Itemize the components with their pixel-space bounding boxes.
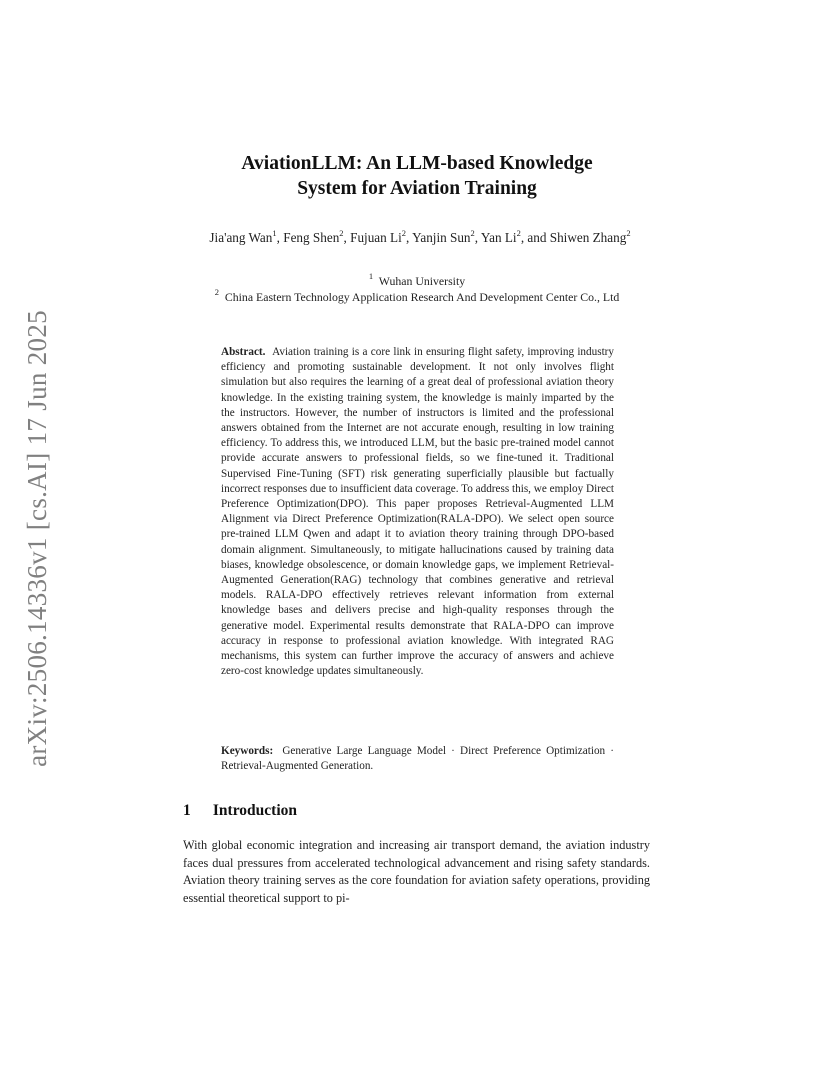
affiliation-name: Wuhan University [378,274,466,288]
author-name: Shiwen Zhang [549,230,627,245]
affiliation [150,287,684,305]
author-affiliation-mark: 2 [470,227,475,238]
author-affiliation-mark: 2 [626,227,631,238]
arxiv-identifier-stamp [22,308,52,768]
abstract-text: Aviation training is a core link in ensuring flight safety, improving industry efficiency and promoting sustainable development. It not only involves flight simulation but also requires the learning of a great deal of professional aviation theory knowledge. In the existing training system, the knowledge is mainly imparted by the the instructors. However, the number of instructors is limited and the professional answers obtained from the Internet are not accurate enough, resulting in low training efficiency. To address this, we introduced LLM, but the basic pre-trained model cannot provide accurate answers to professional fields, so we fine-tuned it. Traditional Supervised Fine-Tuning (SFT) risk generating superficially plausible but factually incorrect responses due to insufficient data coverage. To address this, we employ Direct Preference Optimization(DPO). This paper proposes Retrieval-Augmented LLM Alignment via Direct Preference Optimization(RALA-DPO). We select open source pre-trained LLM Qwen and adapt it to aviation theory training through DPO-based domain alignment. Simultaneously, to mitigate hallucinations caused by training data biases, knowledge obsolescence, or domain knowledge gaps, we implement Retrieval-Augmented Generation(RAG) technology that combines generative and retrieval models. RALA-DPO effectively retrieves relevant information from external knowledge bases and delivers precise and high-quality responses through the generative model. Experimental results demonstrate that RALA-DPO can improve accuracy in response to professional aviation knowledge. With integrated RAG mechanisms, this system can further improve the accuracy of answers and achieve zero-cost knowledge updates simultaneously. [221,346,614,678]
keywords [221,744,614,774]
author-affiliation-mark: 2 [339,227,344,238]
author-affiliation-mark: 1 [272,227,277,238]
abstract-label: Abstract. [221,346,266,358]
paper-title-line-1: AviationLLM: An LLM-based Knowledge [241,153,593,174]
section-title: Introduction [212,802,297,819]
author-affiliation-mark: 2 [516,227,521,238]
author-name: Yanjin Sun [412,230,471,245]
author-name: Jia'ang Wan [209,230,273,245]
author-joiner: and [527,230,547,245]
author-affiliation-mark: 2 [401,227,407,238]
affiliation-number: 2 [214,287,219,298]
author-name: Yan Li [480,230,517,245]
affiliation-name: China Eastern Technology Application Research And Development Center Co., Ltd [224,290,620,304]
keywords-text: Generative Large Language Model · Direct Preference Optimization · Retrieval-Augmented Generation. [221,745,614,773]
author-name: Fujuan Li [350,230,402,245]
author-list: Jia'ang Wan$^1$, Feng Shen$^2$, Fujuan Li$^2$, Yanjin Sun$^2$, Yan Li$^2$, and Shiwen Zhang$^2$ [209,227,631,245]
keywords-label: Keywords: [221,745,274,757]
abstract [221,345,614,679]
affiliation-number: 1 [368,271,374,282]
introduction-paragraph: With global economic integration and increasing air transport demand, the aviation industry faces dual pressures from accelerated technological advancement and rising safety standards. Aviation theory training serves as the core foundation for aviation safety operations, providing essential theoretical support to pi- [183,838,650,905]
arxiv-identifier-text: arXiv:2506.14336v1 [cs.AI] 17 Jun 2025 [21,309,52,767]
author-name: Feng Shen [283,230,340,245]
paper-title [150,151,684,201]
section-heading [183,801,297,821]
affiliation [150,271,684,289]
section-number: 1 [183,802,191,819]
paper-title-line-2: System for Aviation Training [297,178,537,199]
